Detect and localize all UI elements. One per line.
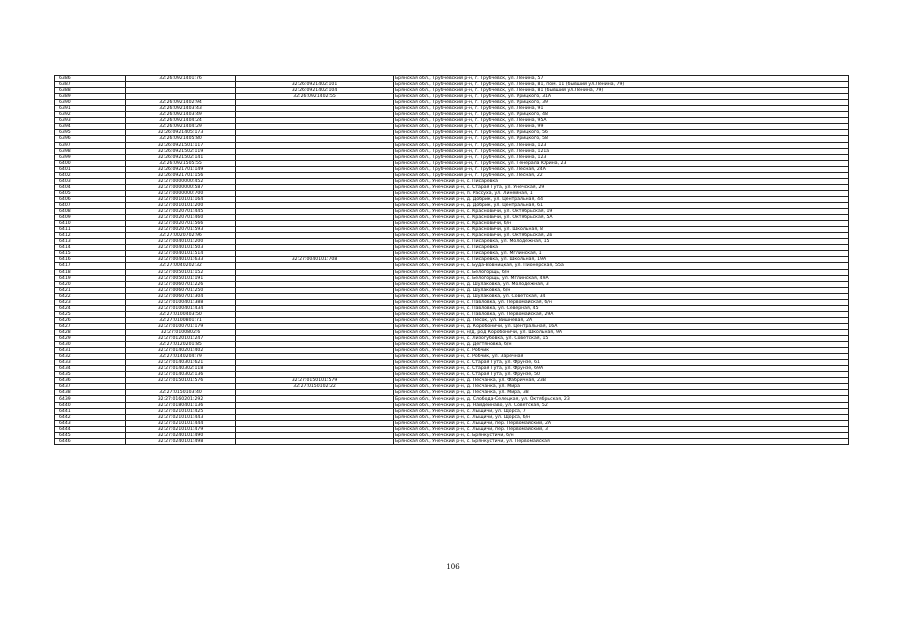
cadastral-number-cell: 32:26:0921505:55 <box>126 160 236 166</box>
row-number-cell: 6435 <box>55 372 126 378</box>
address-cell: Брянская обл., Трубчевский р-н, г. Трубчевск, ул. Ленина, 99 <box>394 124 849 130</box>
address-cell: Брянская обл., Трубчевский р-н, г. Трубчевск, ул. Ленина, 91 <box>394 106 849 112</box>
address-cell: Брянская обл., Унечский р-н, с. Белогорщь, ул. Мглинская, 49А <box>394 275 849 281</box>
row-number-cell: 6387 <box>55 82 126 88</box>
row-number-cell: 6422 <box>55 293 126 299</box>
cadastral-number-cell: 32:27:0010101:200 <box>126 202 236 208</box>
address-cell: Брянская обл., Унечский р-н, с. Робчик, ул. Заречная <box>394 354 849 360</box>
cadastral-number-cell: 32:26:0921502:141 <box>126 154 236 160</box>
row-number-cell: 6421 <box>55 287 126 293</box>
cadastral-number-cell: 32:27:0100403:50 <box>126 311 236 317</box>
address-cell: Брянская обл., Унечский р-н, д. Добрик, ул. Центральная, 61 <box>394 202 849 208</box>
address-cell: Брянская обл., Унечский р-н, с. Павловка, ул. Северная, 45 <box>394 305 849 311</box>
row-number-cell: 6408 <box>55 209 126 215</box>
cadastral-number-cell: 32:26:0921404:24 <box>126 118 236 124</box>
address-cell: Брянская обл., Унечский р-н, с. Писаревка, ул. Школьная, 19А <box>394 257 849 263</box>
row-number-cell: 6389 <box>55 94 126 100</box>
address-cell: Брянская обл., Унечский р-н, с. Брянкустичи, б/н <box>394 432 849 438</box>
cadastral-number-cell: 32:27:0210101:479 <box>126 426 236 432</box>
cadastral-number-cell: 32:27:0140204:79 <box>126 354 236 360</box>
page-number: 106 <box>446 563 460 571</box>
row-number-cell: 6438 <box>55 390 126 396</box>
row-number-cell: 6444 <box>55 426 126 432</box>
cadastral-number-cell: 32:27:0140302:136 <box>126 372 236 378</box>
address-cell: Брянская обл., Унечский р-н, с. Белогорщь, б/н <box>394 269 849 275</box>
row-number-cell: 6417 <box>55 263 126 269</box>
row-number-cell: 6433 <box>55 360 126 366</box>
cadastral-number-2-cell: 32:27:0150101:579 <box>236 378 394 384</box>
address-cell: Брянская обл., Унечский р-н, с. Красновичи, б/н <box>394 221 849 227</box>
address-cell: Брянская обл., Унечский р-н, с. Старая Гута, ул. Фрунзе, 61 <box>394 360 849 366</box>
address-cell: Брянская обл., Унечский р-н, д. Найдеинаво, ул. Советская, 52 <box>394 402 849 408</box>
address-cell: Брянская обл., Унечский р-н, с. Писаревка, ул. Мглинская, 1 <box>394 251 849 257</box>
cadastral-number-cell: 32:26:0921502:119 <box>126 148 236 154</box>
cadastral-number-cell: 32:26:0921701:156 <box>126 172 236 178</box>
row-number-cell: 6430 <box>55 342 126 348</box>
row-number-cell: 6416 <box>55 257 126 263</box>
address-cell: Брянская обл., Трубчевский р-н, г. Трубчевск, ул. Лесная, 22 <box>394 172 849 178</box>
row-number-cell: 6402 <box>55 172 126 178</box>
cadastral-number-cell: 32:27:0100802:6 <box>126 329 236 335</box>
address-cell: Брянская обл., Трубчевский р-н, г. Трубчевск, ул. Урицкого, 39 <box>394 100 849 106</box>
address-cell: Брянская обл., Унечский р-н, д. Песчанка, ул. Фабричная, 23В <box>394 378 849 384</box>
registry-table <box>54 75 849 445</box>
cadastral-number-cell: 32:26:0921403:43 <box>126 106 236 112</box>
row-number-cell: 6404 <box>55 184 126 190</box>
cadastral-number-cell: 32:27:0060701:250 <box>126 287 236 293</box>
cadastral-number-cell: 32:26:0921501:117 <box>126 142 236 148</box>
cadastral-number-cell: 32:26:0921404:29 <box>126 124 236 130</box>
row-number-cell: 6414 <box>55 245 126 251</box>
row-number-cell: 6409 <box>55 215 126 221</box>
address-cell: Брянская обл., Унечский р-н, д. Песчанка, ул. Мира <box>394 384 849 390</box>
row-number-cell: 6403 <box>55 178 126 184</box>
address-cell: Брянская обл., Унечский р-н, д. Добрик, ул. Центральная, 44 <box>394 196 849 202</box>
cadastral-number-cell: 32:27:0180401:136 <box>126 402 236 408</box>
row-number-cell: 6386 <box>55 76 126 82</box>
address-cell: Брянская обл., Унечский р-н, с. Красновичи, ул. Октябрьская, 2в <box>394 233 849 239</box>
cadastral-number-cell: 32:27:0140201:402 <box>126 348 236 354</box>
address-cell: Брянская обл., Трубчевский р-н, г. Трубчевск, ул. Урицкого, 31А <box>394 94 849 100</box>
row-number-cell: 6398 <box>55 148 126 154</box>
row-number-cell: 6406 <box>55 196 126 202</box>
cadastral-number-cell: 32:26:0921402:94 <box>126 100 236 106</box>
cadastral-number-cell: 32:27:0240101:498 <box>126 438 236 444</box>
cadastral-number-cell: 32:27:0000000:452 <box>126 178 236 184</box>
cadastral-number-cell: 32:27:0120201:85 <box>126 342 236 348</box>
cadastral-number-cell: 32:27:0150101:576 <box>126 378 236 384</box>
address-cell: Брянская обл., Унечский р-н, с. Писаревка <box>394 178 849 184</box>
address-cell: Брянская обл., Унечский р-н, д. Слобода-Селецкая, ул. Октябрьская, 23 <box>394 396 849 402</box>
row-number-cell: 6412 <box>55 233 126 239</box>
address-cell: Брянская обл., Унечский р-н, с. Красновичи, ул. Октябрьская, 19 <box>394 209 849 215</box>
row-number-cell: 6446 <box>55 438 126 444</box>
address-cell: Брянская обл., Унечский р-н, с. Лизогубовка, ул. Советская, 15 <box>394 336 849 342</box>
address-cell: Брянская обл., Трубчевский р-н, г. Трубчевск, ул. Урицкого, 56 <box>394 130 849 136</box>
row-number-cell: 6390 <box>55 100 126 106</box>
row-number-cell: 6428 <box>55 329 126 335</box>
row-number-cell: 6400 <box>55 160 126 166</box>
row-number-cell: 6443 <box>55 420 126 426</box>
address-cell: Брянская обл., Унечский р-н, с. Старая Гута, ул. Унечская, 29 <box>394 184 849 190</box>
address-cell: Брянская обл., Унечский р-н, п. Рассуха, ул. Линейная, 1 <box>394 190 849 196</box>
row-number-cell: 6396 <box>55 136 126 142</box>
row-number-cell: 6399 <box>55 154 126 160</box>
row-number-cell: 6441 <box>55 408 126 414</box>
cadastral-number-cell: 32:27:0210101:425 <box>126 408 236 414</box>
row-number-cell: 6432 <box>55 354 126 360</box>
cadastral-number-cell: 32:27:0020702:96 <box>126 233 236 239</box>
row-number-cell: 6420 <box>55 281 126 287</box>
row-number-cell: 6418 <box>55 269 126 275</box>
address-cell: Брянская обл., Унечский р-н, с. Буда-Вовницкая, ул. Пионерская, 55а <box>394 263 849 269</box>
cadastral-number-cell: 32:26:0921701:149 <box>126 166 236 172</box>
row-number-cell: 6401 <box>55 166 126 172</box>
cadastral-number-cell: 32:27:0150103:40 <box>126 390 236 396</box>
address-cell: Брянская обл., Унечский р-н, с. Писаревка <box>394 245 849 251</box>
address-cell: Брянская обл., Унечский р-н, с. Лыщичи, пер. Первомайский, 2А <box>394 420 849 426</box>
row-number-cell: 6391 <box>55 106 126 112</box>
address-cell: Брянская обл., Трубчевский р-н, г. Трубчевск, ул. Ленина, 121а <box>394 148 849 154</box>
row-number-cell: 6415 <box>55 251 126 257</box>
row-number-cell: 6425 <box>55 311 126 317</box>
address-cell: Брянская обл., Унечский р-н, с. Старая Гута, ул. Фрунзе, 50 <box>394 372 849 378</box>
cadastral-number-cell: 32:27:0100401:434 <box>126 305 236 311</box>
cadastral-number-cell: 32:27:0060701:304 <box>126 293 236 299</box>
cadastral-number-cell: 32:27:0160201:292 <box>126 396 236 402</box>
cadastral-number-cell: 32:26:0921403:49 <box>126 112 236 118</box>
address-cell: Брянская обл., Унечский р-н, с. Павловка, ул. Первомайская, б/н <box>394 299 849 305</box>
cadastral-number-cell: 32:27:0050101:191 <box>126 275 236 281</box>
cadastral-number-cell: 32:27:0210101:443 <box>126 414 236 420</box>
row-number-cell: 6436 <box>55 378 126 384</box>
cadastral-number-2-cell: 32:26:0921402:104 <box>236 88 394 94</box>
cadastral-number-cell: 32:27:0040101:503 <box>126 245 236 251</box>
address-cell: Брянская обл., Унечский р-н, д. Шулаковка, б/н <box>394 287 849 293</box>
address-cell: Брянская обл., Унечский р-н, д. Шулаковка, ул. Советская, 34 <box>394 293 849 299</box>
row-number-cell: 6394 <box>55 124 126 130</box>
address-cell: Брянская обл., Трубчевский р-н, г. Трубчевск, ул. Ленина, 81 (бывший ул.Ленина, 79) <box>394 88 849 94</box>
cadastral-number-2-cell: 32:27:0150102:22 <box>236 384 394 390</box>
address-cell: Брянская обл., Унечский р-н, с. Павловка, ул. Первомайская, 29А <box>394 311 849 317</box>
cadastral-number-2-cell: 32:26:0921402:55 <box>236 94 394 100</box>
address-cell: Брянская обл., Трубчевский р-н, г. Трубчевск, ул. Генерала Юрина, 23 <box>394 160 849 166</box>
cadastral-number-cell: 32:26:0921401:76 <box>126 76 236 82</box>
cadastral-number-cell: 32:27:0050101:152 <box>126 269 236 275</box>
address-cell: Брянская обл., Унечский р-н, с. Лыщичи, ул. Щорса, 7 <box>394 408 849 414</box>
cadastral-number-cell: 32:27:0000000:700 <box>126 190 236 196</box>
cadastral-number-cell: 32:27:0240101:490 <box>126 432 236 438</box>
row-number-cell: 6440 <box>55 402 126 408</box>
row-number-cell: 6424 <box>55 305 126 311</box>
cadastral-number-cell: 32:27:0140301:621 <box>126 360 236 366</box>
cadastral-number-cell: 32:26:0921405:173 <box>126 130 236 136</box>
registry-table-body <box>55 76 849 445</box>
address-cell: Брянская обл., Унечский р-н, н/д, род Коробоничи, ул. Школьная, 9А <box>394 329 849 335</box>
cadastral-number-cell: 32:27:0210101:444 <box>126 420 236 426</box>
cadastral-number-cell: 32:27:0040202:32 <box>126 263 236 269</box>
row-number-cell: 6434 <box>55 366 126 372</box>
cadastral-number-cell: 32:27:0060701:226 <box>126 281 236 287</box>
cadastral-number-cell: 32:27:0100701:179 <box>126 323 236 329</box>
address-cell: Брянская обл., Трубчевский р-н, г. Трубчевск, ул. Урицкого, 58 <box>394 136 849 142</box>
row-number-cell: 6439 <box>55 396 126 402</box>
address-cell: Брянская обл., Унечский р-н, д. Песок, ул. Вишневая, 2А <box>394 317 849 323</box>
address-cell: Брянская обл., Унечский р-н, с. Лыщичи, ул. Щорса, б/н <box>394 414 849 420</box>
address-cell: Брянская обл., Унечский р-н, д. Песчанка, ул. Мира, 38 <box>394 390 849 396</box>
address-cell: Брянская обл., Унечский р-н, с. Робчик <box>394 348 849 354</box>
cadastral-number-cell: 32:26:0921405:80 <box>126 136 236 142</box>
address-cell: Брянская обл., Унечский р-н, с. Красновичи, ул. Школьная, 8 <box>394 227 849 233</box>
row-number-cell: 6437 <box>55 384 126 390</box>
address-cell: Брянская обл., Трубчевский р-н, г. Трубчевск, ул. Ленина, 81, пом. 11 (бывший ул.Ленина, 79) <box>394 82 849 88</box>
row-number-cell: 6442 <box>55 414 126 420</box>
address-cell: Брянская обл., Унечский р-н, д. Дегтяновка, б/н <box>394 342 849 348</box>
cadastral-number-cell: 32:27:0040101:514 <box>126 251 236 257</box>
row-number-cell: 6445 <box>55 432 126 438</box>
row-number-cell: 6395 <box>55 130 126 136</box>
address-cell: Брянская обл., Унечский р-н, с. Брянкустичи, ул. Первомайская <box>394 438 849 444</box>
address-cell: Брянская обл., Унечский р-н, д. Коробоничи, ул. Центральная, 16А <box>394 323 849 329</box>
cadastral-number-cell: 32:27:0000000:587 <box>126 184 236 190</box>
row-number-cell: 6407 <box>55 202 126 208</box>
row-number-cell: 6411 <box>55 227 126 233</box>
cadastral-number-cell: 32:27:0020701:460 <box>126 215 236 221</box>
cadastral-number-2-cell: 32:26:0921402:101 <box>236 82 394 88</box>
address-cell: Брянская обл., Трубчевский р-н, г. Трубчевск, ул. Лесная, 24А <box>394 166 849 172</box>
cadastral-number-cell: 32:27:0010101:164 <box>126 196 236 202</box>
address-cell: Брянская обл., Трубчевский р-н, г. Трубчевск, ул. Ленина, 57 <box>394 76 849 82</box>
address-cell: Брянская обл., Унечский р-н, с. Красновичи, ул. Октябрьская, 5А <box>394 215 849 221</box>
row-number-cell: 6413 <box>55 239 126 245</box>
address-cell: Брянская обл., Трубчевский р-н, г. Трубчевск, ул. Ленина, 123 <box>394 142 849 148</box>
row-number-cell: 6393 <box>55 118 126 124</box>
address-cell: Брянская обл., Трубчевский р-н, г. Трубчевск, ул. Ленина, 123 <box>394 154 849 160</box>
row-number-cell: 6431 <box>55 348 126 354</box>
cadastral-number-cell: 32:27:0020701:593 <box>126 227 236 233</box>
registry-table-wrapper <box>54 75 848 445</box>
table-row <box>55 438 849 444</box>
address-cell: Брянская обл., Трубчевский р-н, г. Трубчевск, ул. Ленина, 95А <box>394 118 849 124</box>
address-cell: Брянская обл., Унечский р-н, с. Старая Гута, ул. Фрунзе, 69А <box>394 366 849 372</box>
row-number-cell: 6429 <box>55 336 126 342</box>
cadastral-number-cell: 32:27:0040101:633 <box>126 257 236 263</box>
address-cell: Брянская обл., Унечский р-н, с. Лыщичи, пер. Первомайский, 3 <box>394 426 849 432</box>
row-number-cell: 6410 <box>55 221 126 227</box>
address-cell: Брянская обл., Унечский р-н, д. Шулаковка, ул. Молодежная, 3 <box>394 281 849 287</box>
row-number-cell: 6405 <box>55 190 126 196</box>
cadastral-number-cell: 32:27:0020701:445 <box>126 209 236 215</box>
cadastral-number-2-cell: 32:27:0040101:708 <box>236 257 394 263</box>
cadastral-number-cell: 32:27:0100401:388 <box>126 299 236 305</box>
address-cell: Брянская обл., Трубчевский р-н, г. Трубчевск, ул. Урицкого, 48 <box>394 112 849 118</box>
cadastral-number-cell: 32:27:0120101:247 <box>126 336 236 342</box>
cadastral-number-cell: 32:27:0040101:200 <box>126 239 236 245</box>
row-number-cell: 6392 <box>55 112 126 118</box>
address-cell: Брянская обл., Унечский р-н, с. Писаревка, ул. Молодежная, 15 <box>394 239 849 245</box>
cadastral-number-cell: 32:27:0100801:71 <box>126 317 236 323</box>
cadastral-number-cell: 32:27:0140302:118 <box>126 366 236 372</box>
cadastral-number-2-cell <box>236 438 394 444</box>
row-number-cell: 6427 <box>55 323 126 329</box>
row-number-cell: 6419 <box>55 275 126 281</box>
row-number-cell: 6426 <box>55 317 126 323</box>
row-number-cell: 6388 <box>55 88 126 94</box>
row-number-cell: 6397 <box>55 142 126 148</box>
cadastral-number-cell: 32:27:0020701:566 <box>126 221 236 227</box>
row-number-cell: 6423 <box>55 299 126 305</box>
